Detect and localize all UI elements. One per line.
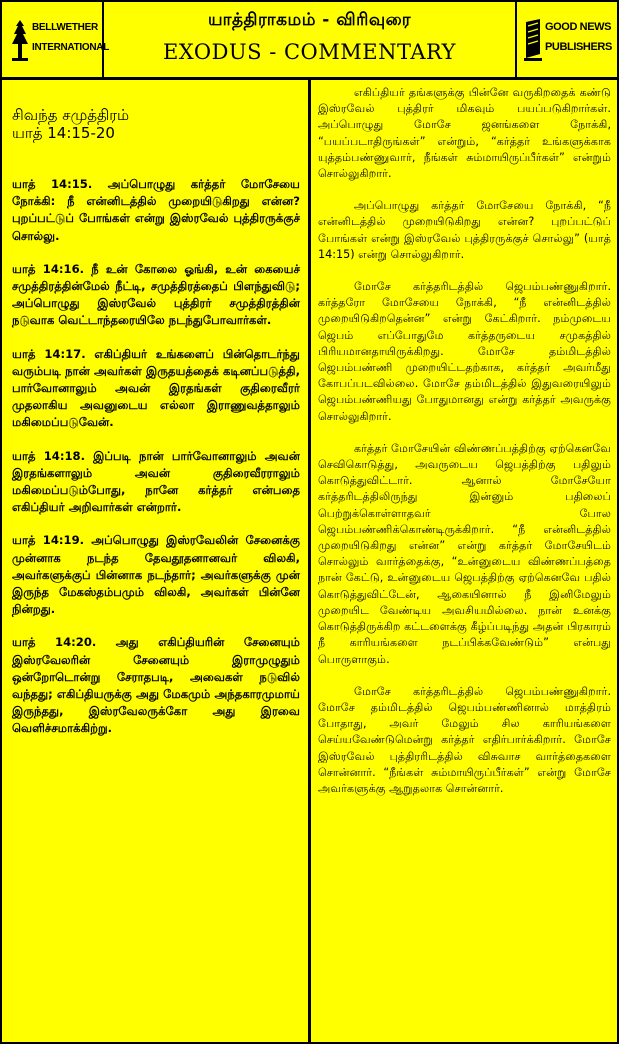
page-header — [2, 2, 617, 80]
bellwether-logo-box — [2, 2, 110, 77]
section-reference: யாத் 14:15-20 — [12, 124, 115, 142]
commentary-column — [312, 80, 617, 1042]
good-news-book-icon — [523, 18, 543, 62]
verse-14-16: யாத் 14:16. நீ உன் கோலை ஓங்கி, உன் கையைச் சமுத்திரத்தின்மேல் நீட்டி, சமுத்திரத்தைப் பிளந்துவிடு; அப்பொழுது இஸ்ரவேல் புத்திரர் சமுத்திரத்தின் நடுவாக வெட்டாந்தரையிலே நடந்துபோவார்கள். — [12, 261, 300, 328]
title-tamil: யாத்திராகமம் - விரிவுரை — [208, 10, 411, 30]
scripture-content — [12, 106, 300, 738]
good-news-logo — [523, 16, 615, 66]
commentary-paragraph: எகிப்தியர் தங்களுக்கு பின்னே வருகிறதைக் கண்டு இஸ்ரவேல் புத்திரர் மிகவும் பயப்படுகிறார்கள். அப்பொழுது மோசே ஜனங்களை நோக்கி, “பயப்படாதிருங்கள்” என்றும், “கர்த்தர் உங்களுக்காக யுத்தம்பண்ணுவார், நீங்கள் சும்மாயிருப்பீர்கள்” என்றும் சொல்லுகிறார். — [318, 86, 611, 181]
verse-14-17: யாத் 14:17. எகிப்தியர் உங்களைப் பின்தொடர்ந்து வரும்படி நான் அவர்கள் இருதயத்தைக் கடினப்படுத்தி, பார்வோனாலும் அவன் இரதங்கள் குதிரைவீரர் முதலாகிய அவனுடைய எல்லா இராணுவத்தாலும் மகிமைப்படுவேன். — [12, 346, 300, 430]
commentary-paragraph: அப்பொழுது கர்த்தர் மோசேயை நோக்கி, “நீ என்னிடத்தில் முறையிடுகிறது என்ன? புறப்பட்டுப் போங்கள் என்று இஸ்ரவேல் புத்திரருக்குச் சொல்லு” (யாத் 14:15) என்று சொல்லுகிறார். — [318, 199, 611, 261]
good-news-logo-box — [515, 2, 617, 77]
bellwether-logo — [10, 16, 110, 66]
commentary-paragraph: மோசே கர்த்தரிடத்தில் ஜெபம்பண்ணுகிறார். மோசே தம்மிடத்தில் ஜெபம்பண்ணினால் மாத்திரம் போதாது, அவர் மேலும் சில காரியங்களை செய்யவேண்டுமென்று கர்த்தர் எதிர்பார்க்கிறார். மோசே இஸ்ரவேல் புத்திரரிடத்தில் விசுவாச வார்த்தைகளை சொன்னார். “நீங்கள் சும்மாயிருப்பீர்கள்” என்று மோசே அவர்களுக்கு ஆறுதலாக சொன்னார். — [318, 684, 611, 795]
title-english: EXODUS - COMMENTARY — [162, 40, 457, 64]
page-body — [2, 80, 617, 1042]
commentary-paragraph: மோசே கர்த்தரிடத்தில் ஜெபம்பண்ணுகிறார். கர்த்தரோ மோசேயை நோக்கி, “நீ என்னிடத்தில் முறையிடுகிறதென்ன” என்று கேட்கிறார். நம்முடைய ஜெபம் எப்போதுமே கர்த்தருடைய சமுகத்தில் பிரியமானதாயிருக்கிறது. மோசே தம்மிடத்தில் ஜெபம்பண்ணி முறையிட்டதற்காக, கர்த்தர் அவர்மீது கோபப்படவில்லை. மோசே தம்மிடத்தில் இதுவரையிலும் ஜெபம்பண்ணியது போதுமானது என்று கர்த்தர் அவருக்கு சொல்லுகிறார். — [318, 280, 611, 423]
bellwether-sheep-icon — [10, 18, 30, 62]
verse-14-20: யாத் 14:20. அது எகிப்தியரின் சேனையும் இஸ்ரவேலரின் சேனையும் இராமுழுதும் ஒன்றோடொன்று சேராதபடி, அவைகள் நடுவில் வந்தது; எகிப்தியருக்கு அது மேகமும் அந்தகாரமுமாய் இருந்தது, இஸ்ரவேலருக்கோ அது இரவை வெளிச்சமாக்கிற்று. — [12, 635, 300, 736]
verse-14-15: யாத் 14:15. அப்பொழுது கர்த்தர் மோசேயை நோக்கி: நீ என்னிடத்தில் முறையிடுகிறது என்ன? புறப்பட்டுப் போங்கள் என்று இஸ்ரவேல் புத்திரருக்குச் சொல்லு. — [12, 177, 300, 243]
verse-14-18: யாத் 14:18. இப்படி நான் பார்வோனாலும் அவன் இரதங்களாலும் அவன் குதிரைவீரராலும் மகிமைப்படும்போது, நானே கர்த்தர் என்பதை எகிப்தியர் அறிவார்கள் என்றார். — [12, 448, 300, 515]
header-titles — [106, 2, 513, 77]
scripture-column — [2, 80, 311, 1042]
verse-14-19: யாத் 14:19. அப்பொழுது இஸ்ரவேலின் சேனைக்கு முன்னாக நடந்த தேவதூதனானவர் விலகி, அவர்களுக்குப் பின்னாக நடந்தார்; அவர்களுக்கு முன் இருந்த மேகஸ்தம்பமும் விலகி, அவர்கள் பின்னே நின்றது. — [12, 533, 300, 617]
logo-left-line1: BELLWETHER — [32, 22, 98, 33]
logo-right-line1: GOOD NEWS — [545, 21, 612, 33]
logo-right-line2: PUBLISHERS — [545, 41, 612, 53]
logo-left-line2: INTERNATIONAL — [32, 42, 110, 53]
commentary-content — [318, 85, 611, 797]
commentary-paragraph: கர்த்தர் மோசேயின் விண்ணப்பத்திற்கு ஏற்கெனவே செவிகொடுத்து, அவருடைய ஜெபத்திற்கு பதிலும் கொடுத்துவிட்டார். ஆனால் மோசேயோ கர்த்தரிடத்திலிருந்து இன்னும் பதிலைப் பெற்றுக்கொள்ளாதவர் போல ஜெபம்பண்ணிக்கொண்டிருக்கிறார். “நீ என்னிடத்தில் முறையிடுகிறது என்ன” என்று கர்த்தர் மோசேயிடம் சொல்லும் வார்த்தைக்கு, “உன்னுடைய விண்ணப்பத்தை நான் கேட்டு, உன்னுடைய ஜெபத்திற்கு ஏற்கெனவே பதில் கொடுத்துவிட்டேன், ஆகையினால் நீ இனிமேலும் முறையிட வேண்டிய அவசியமில்லை. நான் உனக்கு கொடுத்திருக்கிற கட்டளைக்கு கீழ்ப்படிந்து அதன் பிரகாரம் நீ காரியங்களை நடப்பிக்கவேண்டும்” என்பது பொருளாகும். — [318, 441, 611, 666]
section-title: சிவந்த சமுத்திரம் — [12, 106, 130, 124]
